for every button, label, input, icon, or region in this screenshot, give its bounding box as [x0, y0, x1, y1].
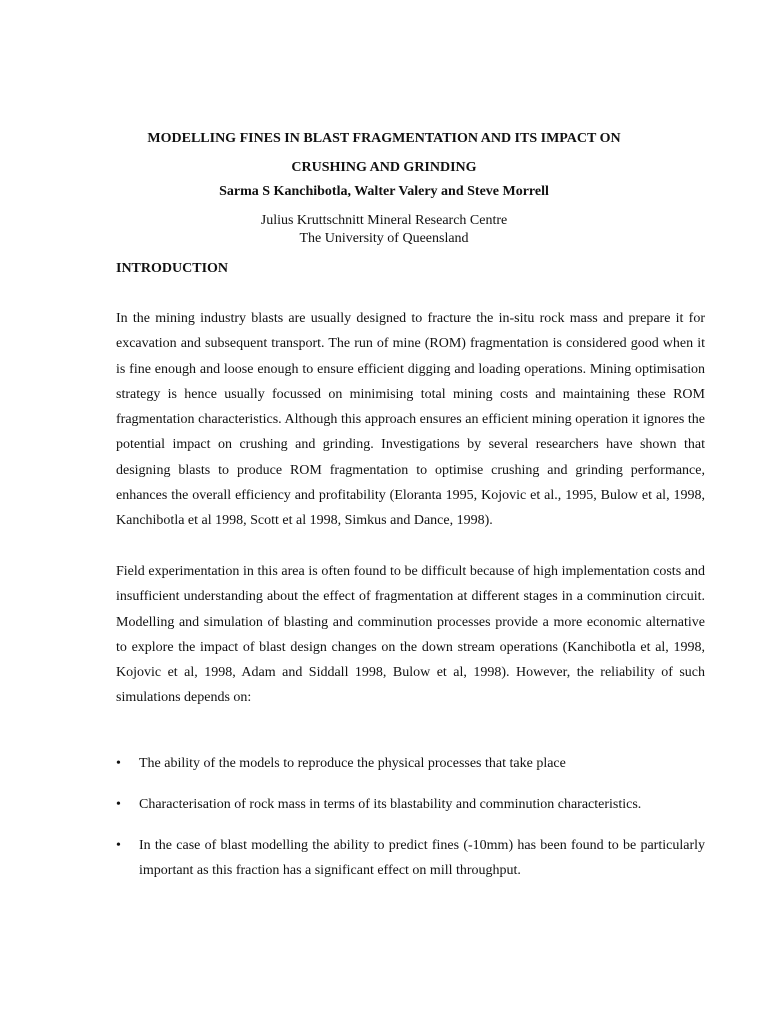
- bullet-text: The ability of the models to reproduce the physical processes that take place: [139, 756, 566, 771]
- paper-title: [120, 124, 648, 182]
- bullet-icon: •: [116, 797, 121, 812]
- bullet-text: Characterisation of rock mass in terms of its blastability and comminution characteristics.: [139, 797, 642, 812]
- paragraph-1: In the mining industry blasts are usually designed to fracture the in-situ rock mass and prepare it for excavation and subsequent transport. The run of mine (ROM) fragmentation is considered good when it is fine enough and loose enough to ensure efficient digging and loading operations. Mining optimisation strategy is hence usually focussed on minimising total mining costs and maintaining these ROM fragmentation characteristics. Although this approach ensures an efficient mining operation it ignores the potential impact on crushing and grinding. Investigations by several researchers have shown that designing blasts to produce ROM fragmentation to optimise crushing and grinding performance, enhances the overall efficiency and profitability (Eloranta 1995, Kojovic et al., 1995, Bulow et al, 1998, Kanchibotla et al 1998, Scott et al 1998, Simkus and Dance, 1998).: [116, 311, 705, 529]
- bullet-icon: •: [116, 838, 121, 853]
- bullet-item: [116, 833, 705, 884]
- bullet-icon: •: [116, 756, 121, 771]
- section-heading: INTRODUCTION: [116, 261, 229, 276]
- bullet-item: [116, 751, 705, 776]
- bullet-text: In the case of blast modelling the ability to predict fines (-10mm) has been found to be particularly important as this fraction has a significant effect on mill throughput.: [139, 838, 705, 879]
- affiliation-line-2: The University of Queensland: [299, 231, 469, 246]
- paragraph-2: Field experimentation in this area is often found to be difficult because of high implementation costs and insufficient understanding about the effect of fragmentation at different stages in a comminution circuit. Modelling and simulation of blasting and comminution processes provide a more economic alternative to explore the impact of blast design changes on the down stream operations (Kanchibotla et al, 1998, Kojovic et al, 1998, Adam and Siddall 1998, Bulow et al, 1998). However, the reliability of such simulations depends on:: [116, 564, 705, 706]
- affiliation: [100, 212, 668, 248]
- bullet-item: [116, 792, 705, 817]
- affiliation-line-1: Julius Kruttschnitt Mineral Research Centre: [260, 213, 508, 228]
- title-line-2: CRUSHING AND GRINDING: [291, 160, 477, 175]
- authors: Sarma S Kanchibotla, Walter Valery and Steve Morrell: [219, 184, 549, 199]
- title-line-1: MODELLING FINES IN BLAST FRAGMENTATION AND ITS IMPACT ON: [147, 131, 621, 146]
